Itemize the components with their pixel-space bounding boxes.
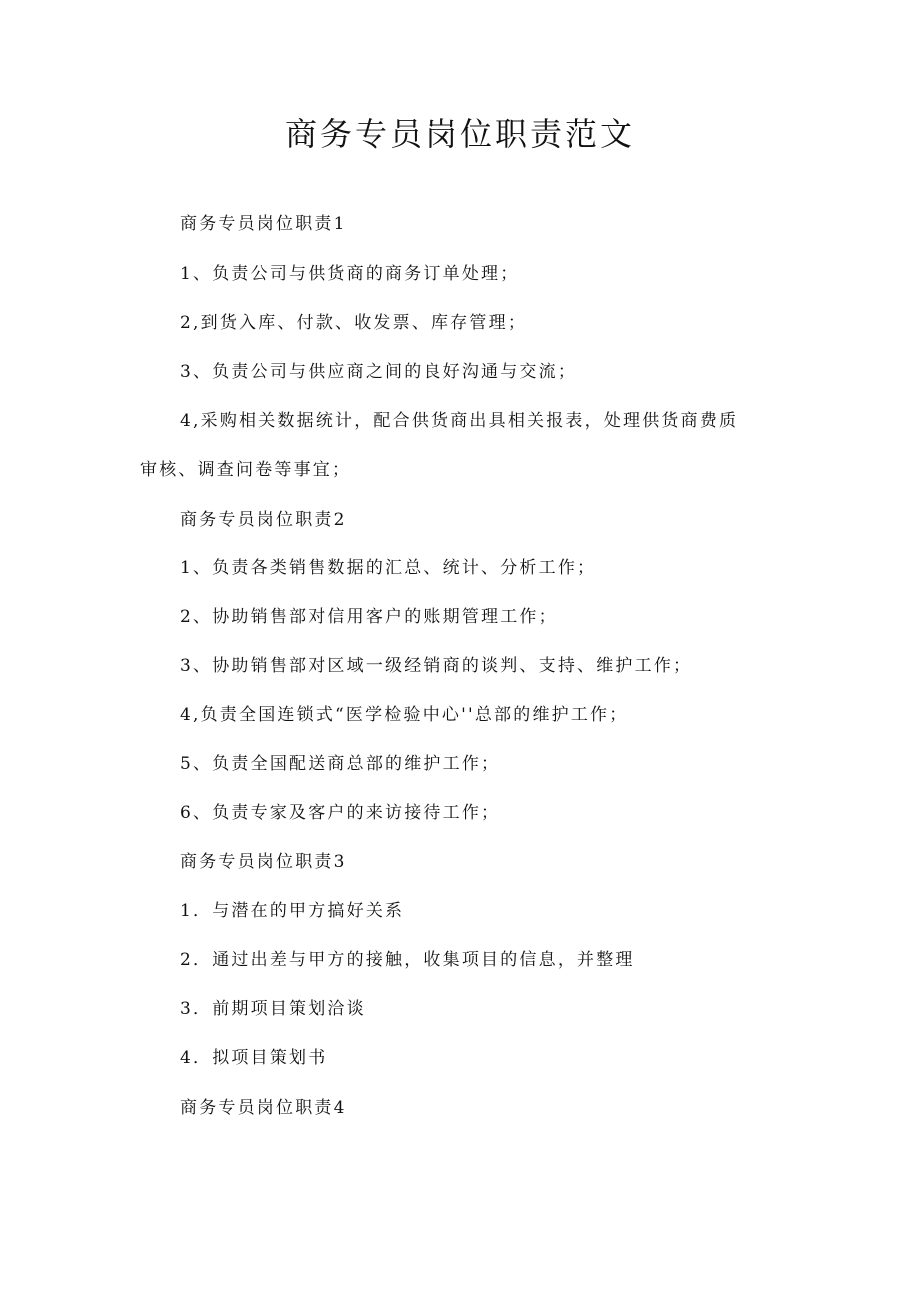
paragraph: 2、协助销售部对信用客户的账期管理工作； (180, 607, 558, 627)
paragraph: 3、负责公司与供应商之间的良好沟通与交流； (180, 362, 578, 382)
paragraph: 2．通过出差与甲方的接触，收集项目的信息，并整理 (180, 950, 635, 970)
paragraph: 4．拟项目策划书 (180, 1048, 328, 1068)
document-title: 商务专员岗位职责范文 (284, 115, 635, 153)
paragraph: 3、协助销售部对区域一级经销商的谈判、支持、维护工作； (180, 656, 693, 676)
paragraph: 6、负责专家及客户的来访接待工作； (180, 803, 501, 823)
paragraph: 3．前期项目策划洽谈 (180, 999, 366, 1019)
paragraph: 1、负责各类销售数据的汇总、统计、分析工作； (180, 558, 597, 578)
paragraph-continuation: 审核、调查问卷等事宜； (140, 460, 352, 480)
paragraph: 4,采购相关数据统计，配合供货商出具相关报表，处理供货商费质 (180, 411, 739, 431)
section-heading-2: 商务专员岗位职责2 (180, 510, 347, 530)
paragraph: 1．与潜在的甲方搞好关系 (180, 901, 405, 921)
section-heading-1: 商务专员岗位职责1 (180, 214, 347, 234)
section-heading-3: 商务专员岗位职责3 (180, 852, 347, 872)
paragraph: 4,负责全国连锁式“医学检验中心''总部的维护工作； (180, 705, 629, 725)
paragraph: 2,到货入库、付款、收发票、库存管理； (180, 313, 528, 333)
paragraph: 5、负责全国配送商总部的维护工作； (180, 754, 501, 774)
paragraph: 1、负责公司与供货商的商务订单处理； (180, 264, 520, 284)
section-heading-4: 商务专员岗位职责4 (180, 1098, 347, 1118)
